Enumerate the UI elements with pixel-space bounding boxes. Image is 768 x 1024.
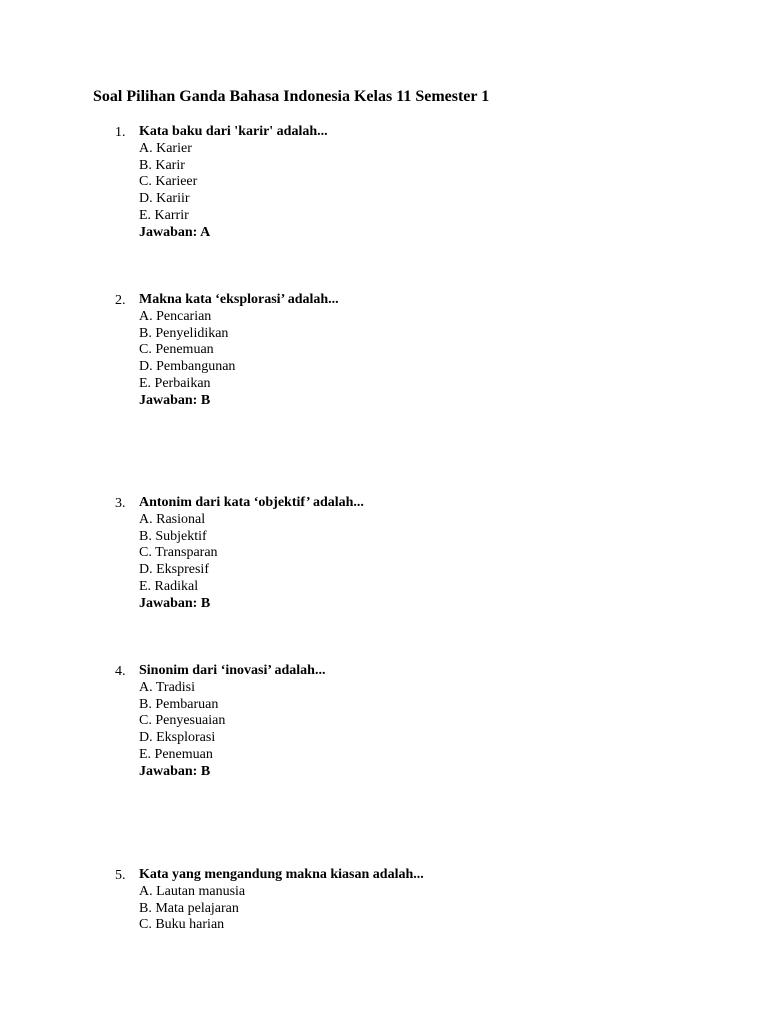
question-number: 1. (115, 125, 126, 140)
question-text: Sinonim dari ‘inovasi’ adalah... (139, 663, 326, 678)
question-text: Kata baku dari 'karir' adalah... (139, 124, 328, 139)
option-b: B. Pembaruan (139, 696, 219, 712)
question-body (139, 495, 364, 613)
option-e: E. Karrir (139, 207, 189, 223)
question-number: 4. (115, 664, 126, 679)
question-text: Kata yang mengandung makna kiasan adalah... (139, 867, 424, 882)
question-number: 5. (115, 868, 126, 883)
question-body (139, 663, 325, 781)
option-b: B. Mata pelajaran (139, 900, 239, 916)
option-b: B. Penyelidikan (139, 325, 229, 341)
option-a: A. Tradisi (139, 679, 196, 695)
document-title: Soal Pilihan Ganda Bahasa Indonesia Kelas 11 Semester 1 (93, 88, 490, 105)
option-e: E. Radikal (139, 578, 199, 594)
answer-key: Jawaban: B (139, 595, 211, 611)
option-e: E. Perbaikan (139, 375, 211, 391)
question-text: Makna kata ‘eksplorasi’ adalah... (139, 292, 339, 307)
question-number: 2. (115, 293, 126, 308)
option-a: A. Rasional (139, 511, 206, 527)
option-d: D. Kariir (139, 191, 190, 207)
answer-key: Jawaban: A (139, 224, 211, 240)
option-d: D. Eksplorasi (139, 730, 216, 746)
option-c: C. Buku harian (139, 917, 225, 933)
option-a: A. Pencarian (139, 308, 212, 324)
question-body (139, 124, 328, 242)
option-a: A. Lautan manusia (139, 883, 246, 899)
option-a: A. Karier (139, 140, 192, 156)
option-b: B. Subjektif (139, 528, 207, 544)
option-d: D. Pembangunan (139, 359, 236, 375)
question-body (139, 867, 424, 934)
option-c: C. Transparan (139, 545, 218, 561)
question-number: 3. (115, 496, 126, 511)
question-text: Antonim dari kata ‘objektif’ adalah... (139, 495, 364, 510)
option-c: C. Karieer (139, 174, 198, 190)
option-b: B. Karir (139, 157, 185, 173)
answer-key: Jawaban: B (139, 763, 211, 779)
option-e: E. Penemuan (139, 746, 213, 762)
option-d: D. Ekspresif (139, 562, 209, 578)
option-c: C. Penyesuaian (139, 713, 226, 729)
answer-key: Jawaban: B (139, 392, 211, 408)
option-c: C. Penemuan (139, 342, 214, 358)
question-body (139, 292, 339, 410)
